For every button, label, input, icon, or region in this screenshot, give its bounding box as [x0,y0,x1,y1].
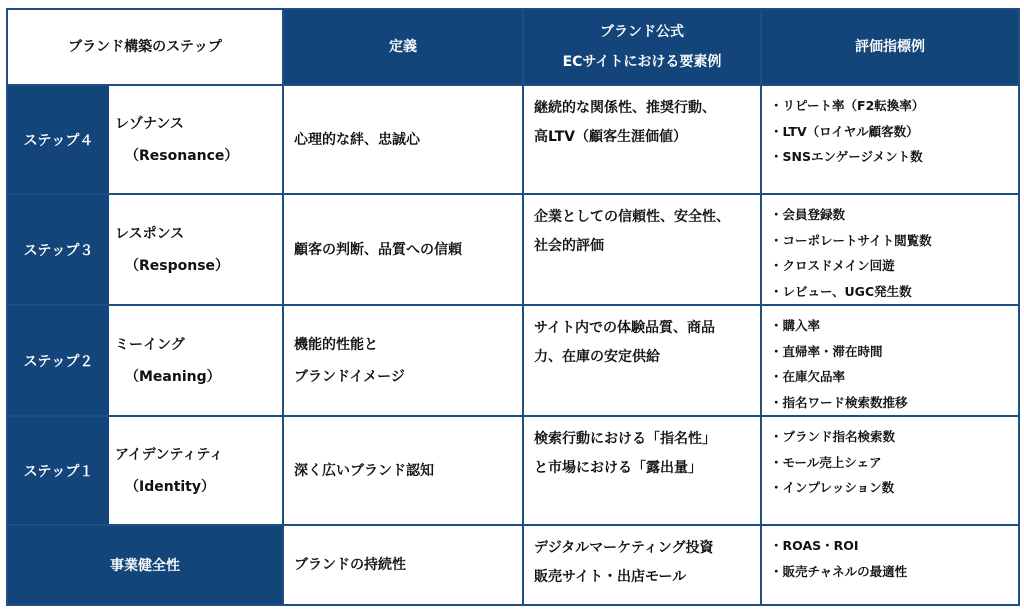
brand-steps-table-wrapper [6,8,1018,604]
kpi-list [770,424,1018,501]
step-name-en: （Identity） [125,478,216,495]
step-name-en: （Resonance） [125,147,239,164]
list-item: ・ ROAS・ROI [770,533,1018,559]
list-item: ・ コーポレートサイト閲覧数 [770,228,1018,254]
ec-line1: 企業としての信頼性、安全性、 [534,209,731,225]
step-name-cell [109,416,283,525]
definition-line1: 心理的な絆、忠誠心 [294,131,421,148]
list-item: ・ クロスドメイン回遊 [770,253,1018,279]
definition-cell [283,525,523,605]
kpi-cell [761,85,1019,194]
definition-line2: ブランドイメージ [294,368,405,385]
definition-line1: 顧客の判断、品質への信頼 [294,241,463,258]
kpi-list [770,93,1018,170]
step-label: ステップ１ [7,416,109,525]
kpi-cell [761,525,1019,605]
header-kpi: 評価指標例 [761,9,1019,85]
ec-elements-cell [523,85,761,194]
step-name: アイデンティティ [115,446,224,463]
step-label: ステップ２ [7,305,109,416]
step-name-cell [109,194,283,305]
list-item: ・ 直帰率・滞在時間 [770,339,1018,365]
step-name-en: （Meaning） [125,368,221,385]
list-item: ・ レビュー、UGC発生数 [770,279,1018,305]
ec-line1: 継続的な関係性、推奨行動、 [534,100,717,116]
ec-elements-cell [523,305,761,416]
ec-line1: デジタルマーケティング投資 [534,540,714,556]
list-item: ・ リピート率（F2転換率） [770,93,1018,119]
step-name-en: （Response） [125,257,230,274]
business-health-label: 事業健全性 [7,525,283,605]
table-row-step2 [7,305,1019,416]
step-label: ステップ３ [7,194,109,305]
step-name: ミーイング [115,336,185,353]
ec-line2: 力、在庫の安定供給 [534,349,661,365]
kpi-list [770,533,1018,584]
ec-line2: 高LTV（顧客生涯価値） [534,129,688,145]
header-definition: 定義 [283,9,523,85]
step-name-cell [109,305,283,416]
ec-elements-cell [523,194,761,305]
kpi-cell [761,416,1019,525]
list-item: ・ 会員登録数 [770,202,1018,228]
ec-elements-cell [523,525,761,605]
kpi-cell [761,305,1019,416]
table-row-step1 [7,416,1019,525]
definition-cell [283,194,523,305]
definition-cell [283,85,523,194]
definition-line1: ブランドの持続性 [294,557,407,573]
table-row-step3 [7,194,1019,305]
brand-steps-table [6,8,1020,606]
list-item: ・ インプレッション数 [770,475,1018,501]
list-item: ・ 購入率 [770,313,1018,339]
definition-cell [283,416,523,525]
kpi-cell [761,194,1019,305]
list-item: ・ モール売上シェア [770,450,1018,476]
header-ec-line1: ブランド公式 [600,24,685,40]
header-ec-elements [523,9,761,85]
list-item: ・ ブランド指名検索数 [770,424,1018,450]
step-name: レゾナンス [115,115,184,132]
header-brand-steps: ブランド構築のステップ [7,9,283,85]
ec-elements-cell [523,416,761,525]
ec-line2: 社会的評価 [534,238,605,254]
definition-cell [283,305,523,416]
ec-line1: 検索行動における「指名性」 [534,431,717,447]
kpi-list [770,313,1018,415]
list-item: ・ 販売チャネルの最適性 [770,559,1018,585]
step-name: レスポンス [115,225,185,242]
list-item: ・ 指名ワード検索数推移 [770,390,1018,416]
table-row-step4 [7,85,1019,194]
definition-line1: 機能的性能と [294,336,379,353]
ec-line1: サイト内での体験品質、商品 [534,320,716,336]
list-item: ・ SNSエンゲージメント数 [770,144,1018,170]
list-item: ・ LTV（ロイヤル顧客数） [770,119,1018,145]
definition-line1: 深く広いブランド認知 [294,462,435,479]
step-label: ステップ４ [7,85,109,194]
step-name-cell [109,85,283,194]
ec-line2: と市場における「露出量」 [534,460,703,476]
ec-line2: 販売サイト・出店モール [534,569,687,585]
header-ec-line2: ECサイトにおける要素例 [562,54,722,70]
table-row-business-health [7,525,1019,605]
kpi-list [770,202,1018,304]
list-item: ・ 在庫欠品率 [770,364,1018,390]
table-header-row [7,9,1019,85]
